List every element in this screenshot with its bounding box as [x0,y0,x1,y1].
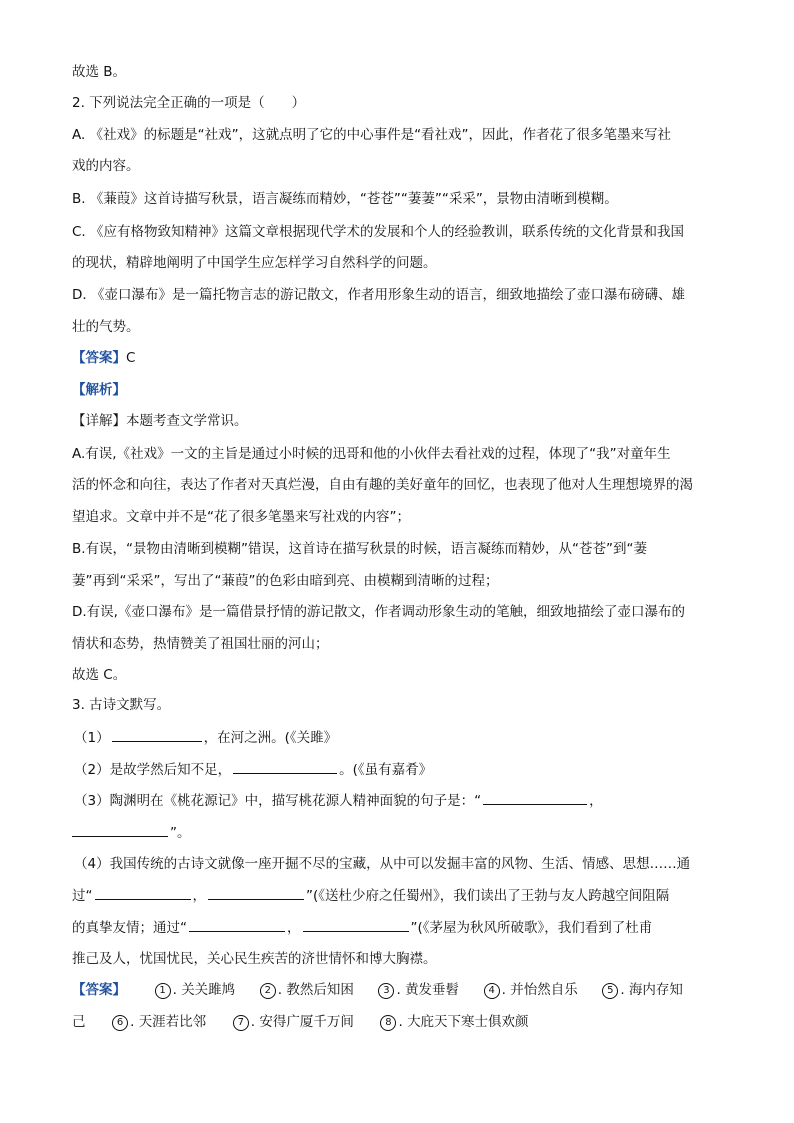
answer-item-5: 5 . 海内存知 [602,980,683,1000]
number-circle-icon: 4 [484,983,500,999]
detail-line: 望追求。文章中并不是“花了很多笔墨来写社戏的内容”； [72,509,410,525]
q3-l6-prefix: 过“ [72,888,93,904]
detail-line: 萋”再到“采采”，写出了“蒹葭”的色彩由暗到亮、由模糊到清晰的过程； [72,573,499,589]
detail-row [72,411,728,431]
answer-item-3: 3 . 黄发垂髫 [378,980,459,1000]
option-c-line2: 的现状，精辟地阐明了中国学生应怎样学习自然科学的问题。 [72,255,437,271]
option-d-line2: 壮的气势。 [72,319,140,335]
detail-line: A.有误,《社戏》一文的主旨是通过小时候的迅哥和他的小伙伴去看社戏的过程，体现了“我”对童年生 [72,446,671,462]
option-d-line1: D. 《壶口瀑布》是一篇托物言志的游记散文，作者用形象生动的语言，细致地描绘了壶口瀑布磅礴、雄 [72,287,685,303]
fill-blank-3[interactable] [483,790,587,805]
fill-blank-1[interactable] [112,727,202,742]
q3-l6-suffix: ”(《送杜少府之任蜀州》，我们读出了王勃与友人跨越空间阻隔 [306,888,670,904]
number-circle-icon: 3 [378,983,394,999]
detail-line: 活的怀念和向往，表达了作者对天真烂漫，自由有趣的美好童年的回忆，也表现了他对人生理想境界的渴 [72,477,693,493]
q3-line1 [74,727,730,748]
text-line: 故选 B。 [72,64,127,80]
number-circle-icon: 5 [602,983,618,999]
answer-item-7: 7 . 安得广厦千万间 [233,1012,354,1032]
q3-line4 [72,822,728,843]
detail-label: 【详解】 [72,413,126,429]
detail-line: 故选 C。 [72,667,127,683]
option-b: B. 《蒹葭》这首诗描写秋景，语言凝练而精妙，“苍苍”“萋萋”“采采”，景物由清晰到模糊。 [72,191,618,207]
number-circle-icon: 8 [380,1015,396,1031]
q3-l2-suffix: 。(《虽有嘉肴》 [339,762,433,778]
q3-l7-suffix: ”(《茅屋为秋风所破歌》，我们看到了杜甫 [410,920,653,936]
number-circle-icon: 6 [112,1015,128,1031]
answer-2-row-2 [72,1012,728,1032]
q3-l2-prefix: （2）是故学然后知不足， [74,762,232,778]
answer-label: 【答案】 [72,350,126,366]
fill-blank-8[interactable] [303,917,409,932]
answer-item-6: 6 . 天涯若比邻 [112,1012,206,1032]
q3-l3-suffix: ， [589,793,603,809]
q3-l1-prefix: （1） [74,730,110,746]
option-c-line1: C. 《应有格物致知精神》这篇文章根据现代学术的发展和个人的经验教训，联系传统的文化背景和我国 [72,224,685,240]
detail-line: D.有误,《壶口瀑布》是一篇借景抒情的游记散文，作者调动形象生动的笔触，细致地描绘了壶口瀑布的 [72,604,685,620]
q3-l6-comma: ， [192,888,206,904]
answer-item-8: 8 . 大庇天下寒士俱欢颜 [380,1012,528,1032]
fill-blank-5[interactable] [95,885,191,900]
answer-value: C [126,350,136,366]
fill-blank-6[interactable] [208,885,304,900]
fill-blank-4[interactable] [72,822,168,837]
number-circle-icon: 7 [233,1015,249,1031]
number-circle-icon: 2 [260,983,276,999]
q3-l7-prefix: 的真挚友情；通过“ [72,920,187,936]
option-a-line2: 戏的内容。 [72,158,140,174]
q3-line7 [72,917,728,938]
answer-item-2: 2 . 教然后知困 [260,980,354,1000]
number-circle-icon: 1 [155,983,171,999]
q3-line6 [72,885,728,906]
q3-l3-prefix: （3）陶渊明在《桃花源记》中，描写桃花源人精神面貌的句子是：“ [74,793,482,809]
answer-item-4: 4 . 并怡然自乐 [484,980,578,1000]
q3-l1-suffix: ，在河之洲。(《关雎》 [203,730,338,746]
analysis-row [72,380,728,400]
q3-l4-suffix: ”。 [170,825,191,841]
answer-wrap-char: 己 [72,1014,86,1030]
q3-line3 [74,790,730,811]
q3-line8: 推己及人，忧国忧民，关心民生疾苦的济世情怀和博大胸襟。 [72,951,437,967]
detail-line: 情状和态势，热情赞美了祖国壮丽的河山； [72,636,329,652]
question-2-title: 2. 下列说法完全正确的一项是（ ） [72,95,306,111]
fill-blank-7[interactable] [189,917,285,932]
answer-2-label: 【答案】 [72,982,126,998]
q3-line2 [74,759,730,780]
detail-intro: 本题考查文学常识。 [126,413,248,429]
option-a-line1: A. 《社戏》的标题是“社戏”，这就点明了它的中心事件是“看社戏”，因此，作者花了很多笔墨来写社 [72,127,672,143]
q3-line5: （4）我国传统的古诗文就像一座开掘不尽的宝藏，从中可以发掘丰富的风物、生活、情感、思想……通 [74,856,691,872]
fill-blank-2[interactable] [233,759,337,774]
question-3-title: 3. 古诗文默写。 [72,697,171,713]
detail-line: B.有误，“景物由清晰到模糊”错误，这首诗在描写秋景的时候，语言凝练而精妙，从“苍苍”到“萋 [72,541,648,557]
analysis-label: 【解析】 [72,382,126,398]
answer-row [72,348,728,368]
answer-2-row [72,980,728,1000]
q3-l7-comma: ， [287,920,301,936]
answer-item-1: 1 . 关关雎鸠 [155,980,236,1000]
